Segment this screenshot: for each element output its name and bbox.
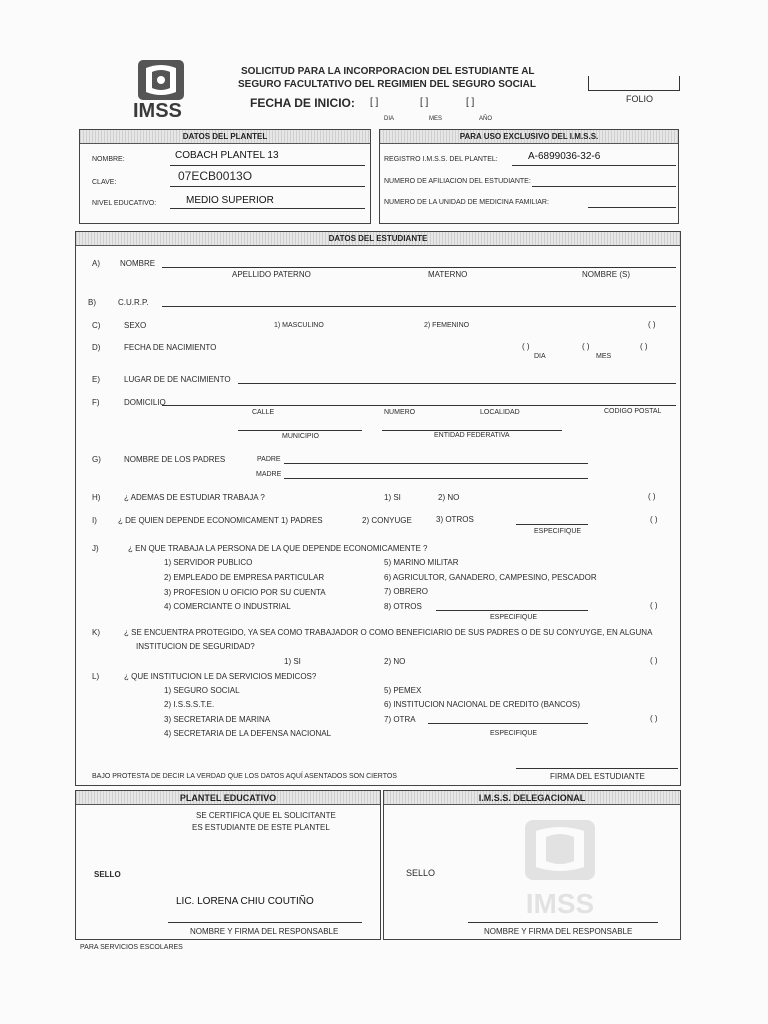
footer-text: PARA SERVICIOS ESCOLARES xyxy=(80,944,183,951)
nac-ano-box[interactable]: ( ) xyxy=(640,342,648,351)
firma-estudiante-label: FIRMA DEL ESTUDIANTE xyxy=(550,772,645,781)
folio-label: FOLIO xyxy=(626,94,654,104)
trabajo-otros-line[interactable] xyxy=(436,610,588,611)
municipio-label: MUNICIPIO xyxy=(282,433,319,440)
dia-label: DIA xyxy=(384,116,395,122)
padres-label: NOMBRE DE LOS PADRES xyxy=(124,455,226,464)
trabajo-especifique: ESPECIFIQUE xyxy=(490,614,538,621)
sexo-masculino: 1) MASCULINO xyxy=(274,322,324,329)
ano-label: AÑO xyxy=(479,116,493,122)
a-letter: A) xyxy=(92,259,100,268)
entidad-line[interactable] xyxy=(382,430,562,431)
d-letter: D) xyxy=(92,343,101,352)
localidad-label: LOCALIDAD xyxy=(480,409,520,416)
datos-estudiante-header: DATOS DEL ESTUDIANTE xyxy=(76,232,680,246)
trabajo-opt-2: 2) EMPLEADO DE EMPRESA PARTICULAR xyxy=(164,573,325,582)
sexo-answer-box[interactable]: ( ) xyxy=(648,320,656,329)
i-letter: I) xyxy=(92,516,97,525)
trabaja-si: 1) SI xyxy=(384,493,401,502)
registro-line xyxy=(512,165,676,166)
plantel-educativo-header: PLANTEL EDUCATIVO xyxy=(76,791,380,805)
curp-label: C.U.R.P. xyxy=(118,298,149,307)
folio-field[interactable] xyxy=(588,76,680,91)
materno-label: MATERNO xyxy=(428,270,468,279)
lugar-nacimiento-line[interactable] xyxy=(238,383,676,384)
madre-line[interactable] xyxy=(284,478,588,479)
unidad-line[interactable] xyxy=(588,207,676,208)
institucion-especifique: ESPECIFIQUE xyxy=(490,730,538,737)
plantel-firma-label: NOMBRE Y FIRMA DEL RESPONSABLE xyxy=(190,927,339,936)
curp-line[interactable] xyxy=(162,306,676,307)
depende-conyuge: 2) CONYUGE xyxy=(362,516,412,525)
fecha-dia-bracket[interactable]: [ ] xyxy=(370,97,379,108)
entidad-label: ENTIDAD FEDERATIVA xyxy=(434,432,510,439)
depende-question: ¿ DE QUIEN DEPENDE ECONOMICAMENT 1) PADRES xyxy=(118,516,323,525)
institucion-opt-6: 6) INSTITUCION NACIONAL DE CREDITO (BANCOS) xyxy=(384,700,581,709)
svg-text:IMSS: IMSS xyxy=(525,888,595,919)
plantel-firma-line xyxy=(168,922,362,923)
institucion-opt-5: 5) PEMEX xyxy=(384,686,422,695)
madre-label: MADRE xyxy=(256,471,282,478)
registro-label: REGISTRO I.M.S.S. DEL PLANTEL: xyxy=(384,156,498,163)
protegido-no: 2) NO xyxy=(384,657,406,666)
protegido-question-2: INSTITUCION DE SEGURIDAD? xyxy=(136,642,255,651)
title-line-1: SOLICITUD PARA LA INCORPORACION DEL ESTUDIANTE AL xyxy=(241,66,535,77)
trabaja-answer-box[interactable]: ( ) xyxy=(648,492,656,501)
uso-imss-header: PARA USO EXCLUSIVO DEL I.M.S.S. xyxy=(380,130,678,144)
trabajo-answer-box[interactable]: ( ) xyxy=(650,601,658,610)
delegacional-firma-label: NOMBRE Y FIRMA DEL RESPONSABLE xyxy=(484,927,633,936)
fecha-inicio-label: FECHA DE INICIO: xyxy=(250,96,355,110)
institucion-otra-line[interactable] xyxy=(428,723,588,724)
institucion-opt-2: 2) I.S.S.S.T.E. xyxy=(164,700,215,709)
registro-value[interactable]: A-6899036-32-6 xyxy=(528,151,601,162)
codigo-postal-label: CODIGO POSTAL xyxy=(604,408,662,415)
municipio-line[interactable] xyxy=(238,430,362,431)
j-letter: J) xyxy=(92,544,99,553)
institucion-opt-3: 3) SECRETARIA DE MARINA xyxy=(164,715,271,724)
lugar-nacimiento-label: LUGAR DE DE NACIMIENTO xyxy=(124,375,231,384)
depende-answer-box[interactable]: ( ) xyxy=(650,515,658,524)
c-letter: C) xyxy=(92,321,101,330)
nac-dia-box[interactable]: ( ) xyxy=(522,342,530,351)
domicilio-line[interactable] xyxy=(162,405,676,406)
depende-otros: 3) OTROS xyxy=(436,515,474,524)
nac-mes-box[interactable]: ( ) xyxy=(582,342,590,351)
responsable-name[interactable]: LIC. LORENA CHIU COUTIÑO xyxy=(176,896,314,907)
afiliacion-line[interactable] xyxy=(532,186,676,187)
logo-text: IMSS xyxy=(133,100,182,122)
apellido-paterno-label: APELLIDO PATERNO xyxy=(232,270,311,279)
protegido-si: 1) SI xyxy=(284,657,301,666)
domicilio-label: DOMICILIO xyxy=(124,398,166,407)
plantel-sello-label: SELLO xyxy=(94,870,121,879)
institucion-opt-7: 7) OTRA xyxy=(384,715,416,724)
nombre-label: NOMBRE: xyxy=(92,156,125,163)
imss-watermark-logo xyxy=(510,815,610,920)
firma-estudiante-line[interactable] xyxy=(516,768,678,769)
certifica-line-1: SE CERTIFICA QUE EL SOLICITANTE xyxy=(196,811,336,820)
fecha-mes-bracket[interactable]: [ ] xyxy=(420,97,429,108)
certifica-line-2: ES ESTUDIANTE DE ESTE PLANTEL xyxy=(192,823,330,832)
datos-plantel-header: DATOS DEL PLANTEL xyxy=(80,130,370,144)
institucion-opt-4: 4) SECRETARIA DE LA DEFENSA NACIONAL xyxy=(164,729,332,738)
nombre-plantel-value[interactable]: COBACH PLANTEL 13 xyxy=(175,150,279,161)
sexo-femenino: 2) FEMENINO xyxy=(424,322,470,329)
nac-mes-label: MES xyxy=(596,353,612,360)
mes-label: MES xyxy=(429,116,443,122)
trabajo-opt-8: 8) OTROS xyxy=(384,602,422,611)
trabaja-question: ¿ ADEMAS DE ESTUDIAR TRABAJA ? xyxy=(124,493,265,502)
calle-label: CALLE xyxy=(252,409,275,416)
nombres-label: NOMBRE (S) xyxy=(582,270,630,279)
clave-line xyxy=(170,186,365,187)
f-letter: F) xyxy=(92,398,100,407)
trabajo-question: ¿ EN QUE TRABAJA LA PERSONA DE LA QUE DEPENDE ECONOMICAMENTE ? xyxy=(128,544,428,553)
nivel-educativo-value[interactable]: MEDIO SUPERIOR xyxy=(186,195,274,206)
depende-otros-line[interactable] xyxy=(516,524,588,525)
institucion-opt-1: 1) SEGURO SOCIAL xyxy=(164,686,240,695)
h-letter: H) xyxy=(92,493,101,502)
unidad-label: NUMERO DE LA UNIDAD DE MEDICINA FAMILIAR: xyxy=(384,199,549,206)
institucion-question: ¿ QUE INSTITUCION LE DA SERVICIOS MEDICOS? xyxy=(124,672,317,681)
clave-value[interactable]: 07ECB0013O xyxy=(178,169,253,183)
trabajo-opt-7: 7) OBRERO xyxy=(384,587,429,596)
delegacional-sello-label: SELLO xyxy=(406,868,436,878)
trabaja-no: 2) NO xyxy=(438,493,460,502)
nombre-plantel-line xyxy=(170,165,365,166)
delegacional-firma-line[interactable] xyxy=(468,922,658,923)
protesta-text: BAJO PROTESTA DE DECIR LA VERDAD QUE LOS DATOS AQUÍ ASENTADOS SON CIERTOS xyxy=(92,773,397,780)
fecha-ano-bracket[interactable]: [ ] xyxy=(466,97,475,108)
afiliacion-label: NUMERO DE AFILIACION DEL ESTUDIANTE: xyxy=(384,178,531,185)
trabajo-opt-4: 4) COMERCIANTE O INDUSTRIAL xyxy=(164,602,291,611)
l-letter: L) xyxy=(92,672,100,681)
protegido-question: ¿ SE ENCUENTRA PROTEGIDO, YA SEA COMO TRABAJADOR O COMO BENEFICIARIO DE SUS PADRES O DE SU CONYUYGE, EN ALGUNA xyxy=(124,628,653,637)
protegido-answer-box[interactable]: ( ) xyxy=(650,656,658,665)
institucion-answer-box[interactable]: ( ) xyxy=(650,714,658,723)
a-nombre-label: NOMBRE xyxy=(120,259,156,268)
padre-label: PADRE xyxy=(257,456,281,463)
trabajo-opt-6: 6) AGRICULTOR, GANADERO, CAMPESINO, PESCADOR xyxy=(384,573,597,582)
padre-line[interactable] xyxy=(284,463,588,464)
trabajo-opt-3: 3) PROFESION U OFICIO POR SU CUENTA xyxy=(164,588,326,597)
clave-label: CLAVE: xyxy=(92,179,117,186)
sexo-label: SEXO xyxy=(124,321,147,330)
nac-dia-label: DIA xyxy=(534,353,546,360)
trabajo-opt-1: 1) SERVIDOR PUBLICO xyxy=(164,558,253,567)
title-line-2: SEGURO FACULTATIVO DEL REGIMIEN DEL SEGURO SOCIAL xyxy=(238,79,536,90)
depende-especifique: ESPECIFIQUE xyxy=(534,528,582,535)
numero-label: NUMERO xyxy=(384,409,416,416)
b-letter: B) xyxy=(88,298,96,307)
fecha-nacimiento-label: FECHA DE NACIMIENTO xyxy=(124,343,217,352)
g-letter: G) xyxy=(92,455,101,464)
a-nombre-line[interactable] xyxy=(162,267,676,268)
imss-delegacional-header: I.M.S.S. DELEGACIONAL xyxy=(384,791,680,805)
k-letter: K) xyxy=(92,628,100,637)
trabajo-opt-5: 5) MARINO MILITAR xyxy=(384,558,459,567)
e-letter: E) xyxy=(92,375,100,384)
nivel-educativo-line xyxy=(170,208,365,209)
nivel-educativo-label: NIVEL EDUCATIVO: xyxy=(92,200,157,207)
